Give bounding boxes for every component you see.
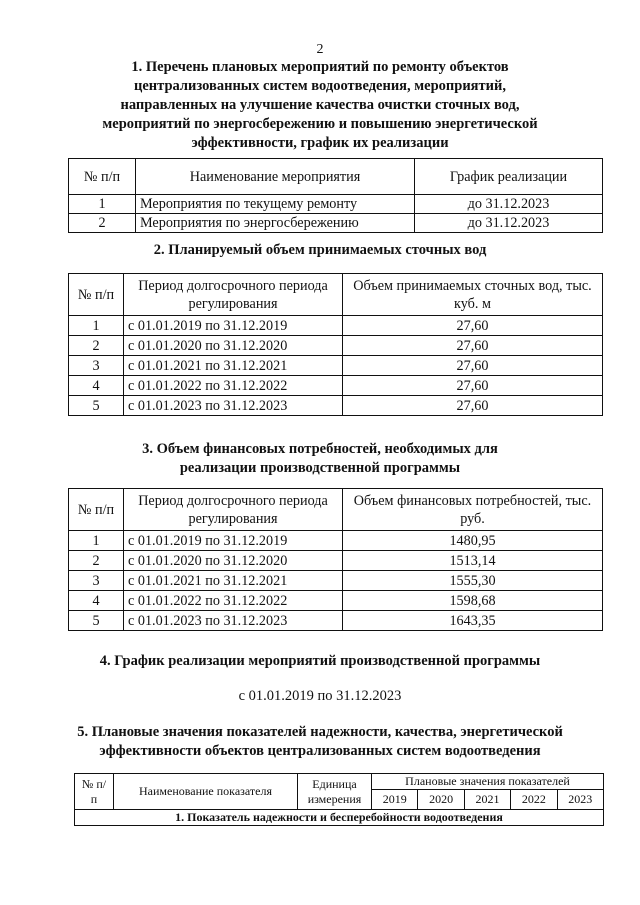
section-1-title (60, 58, 580, 153)
table-cell: 5 (69, 396, 124, 416)
section-4-title (40, 652, 600, 671)
column-header: Наименование мероприятия (136, 159, 415, 195)
section-5-table (74, 773, 604, 826)
table-row (69, 356, 603, 376)
table-cell: 1598,68 (343, 591, 603, 611)
table-cell: с 01.01.2023 по 31.12.2023 (124, 611, 343, 631)
table-cell: Мероприятия по текущему ремонту (136, 195, 415, 214)
table-cell: 2 (69, 336, 124, 356)
table-row (69, 376, 603, 396)
section-1-table (68, 158, 603, 233)
year-header: 2020 (418, 790, 464, 810)
table-header-row (69, 489, 603, 531)
table-cell: 3 (69, 356, 124, 376)
table-cell: 3 (69, 571, 124, 591)
year-header: 2021 (464, 790, 510, 810)
table-cell: 27,60 (343, 356, 603, 376)
table-cell: с 01.01.2019 по 31.12.2019 (124, 316, 343, 336)
section-5-title-line: 5. Плановые значения показателей надежности, качества, энергетической (77, 724, 563, 740)
table-row (69, 571, 603, 591)
table-cell: 1 (69, 531, 124, 551)
section-2-title-line: 2. Планируемый объем принимаемых сточных вод (153, 242, 487, 258)
table-row (69, 531, 603, 551)
year-header: 2023 (557, 790, 604, 810)
table-cell: с 01.01.2021 по 31.12.2021 (124, 571, 343, 591)
section-2-title (60, 241, 580, 260)
table-row (69, 551, 603, 571)
table-cell: с 01.01.2020 по 31.12.2020 (124, 551, 343, 571)
table-cell: с 01.01.2023 по 31.12.2023 (124, 396, 343, 416)
table-cell: с 01.01.2022 по 31.12.2022 (124, 376, 343, 396)
table-cell: с 01.01.2019 по 31.12.2019 (124, 531, 343, 551)
column-header: График реализации (415, 159, 603, 195)
table-cell: до 31.12.2023 (415, 214, 603, 233)
table-cell: 2 (69, 214, 136, 233)
column-header: № п/п (69, 274, 124, 316)
section-3-title (60, 440, 580, 478)
section-3-title-line: 3. Объем финансовых потребностей, необходимых для (142, 441, 498, 457)
column-header: № п/п (69, 159, 136, 195)
table-cell: 1480,95 (343, 531, 603, 551)
table-row (69, 195, 603, 214)
table-row (69, 591, 603, 611)
table-subheader: 1. Показатель надежности и бесперебойности водоотведения (75, 810, 604, 826)
table-header-row (75, 774, 604, 790)
table-cell: 27,60 (343, 376, 603, 396)
column-header: Объем принимаемых сточных вод, тыс. куб. м (343, 274, 603, 316)
page-number: 2 (316, 42, 324, 57)
table-cell: 4 (69, 376, 124, 396)
column-header: № п/п (69, 489, 124, 531)
table-cell: с 01.01.2020 по 31.12.2020 (124, 336, 343, 356)
table-row (69, 336, 603, 356)
section-1-title-line: направленных на улучшение качества очистки сточных вод, (120, 97, 520, 113)
table-cell: 27,60 (343, 336, 603, 356)
table-cell: 1555,30 (343, 571, 603, 591)
table-row (75, 810, 604, 826)
section-1-title-line: эффективности, график их реализации (191, 135, 449, 151)
table-cell: с 01.01.2021 по 31.12.2021 (124, 356, 343, 376)
year-header: 2022 (511, 790, 557, 810)
table-header-row (69, 274, 603, 316)
table-cell: Мероприятия по энергосбережению (136, 214, 415, 233)
table-cell: 1643,35 (343, 611, 603, 631)
column-header: Объем финансовых потребностей, тыс. руб. (343, 489, 603, 531)
section-5-title (30, 723, 610, 761)
section-5-title-line: эффективности объектов централизованных систем водоотведения (99, 743, 541, 759)
column-header: Наименование показателя (114, 774, 298, 810)
table-cell: с 01.01.2022 по 31.12.2022 (124, 591, 343, 611)
section-3-title-line: реализации производственной программы (179, 460, 461, 476)
section-1-title-line: централизованных систем водоотведения, мероприятий, (134, 78, 506, 94)
year-header: 2019 (372, 790, 418, 810)
table-cell: 1 (69, 316, 124, 336)
column-header: Плановые значения показателей (372, 774, 604, 790)
column-header: Единица измерения (298, 774, 372, 810)
column-header: № п/п (75, 774, 114, 810)
table-cell: 1 (69, 195, 136, 214)
column-header: Период долгосрочного периода регулирования (124, 489, 343, 531)
section-1-title-line: мероприятий по энергосбережению и повышению энергетической (102, 116, 538, 132)
table-cell: 4 (69, 591, 124, 611)
section-4-period: с 01.01.2019 по 31.12.2023 (238, 688, 402, 704)
section-3-table (68, 488, 603, 631)
table-cell: 27,60 (343, 316, 603, 336)
section-1-title-line: 1. Перечень плановых мероприятий по ремонту объектов (131, 59, 509, 75)
table-row (69, 611, 603, 631)
table-row (69, 214, 603, 233)
section-4-title-line: 4. График реализации мероприятий производственной программы (99, 653, 541, 669)
section-2-table (68, 273, 603, 416)
column-header: Период долгосрочного периода регулирования (124, 274, 343, 316)
table-cell: 5 (69, 611, 124, 631)
table-row (69, 396, 603, 416)
table-cell: 2 (69, 551, 124, 571)
table-cell: 27,60 (343, 396, 603, 416)
table-row (69, 316, 603, 336)
table-cell: 1513,14 (343, 551, 603, 571)
table-cell: до 31.12.2023 (415, 195, 603, 214)
table-header-row (69, 159, 603, 195)
